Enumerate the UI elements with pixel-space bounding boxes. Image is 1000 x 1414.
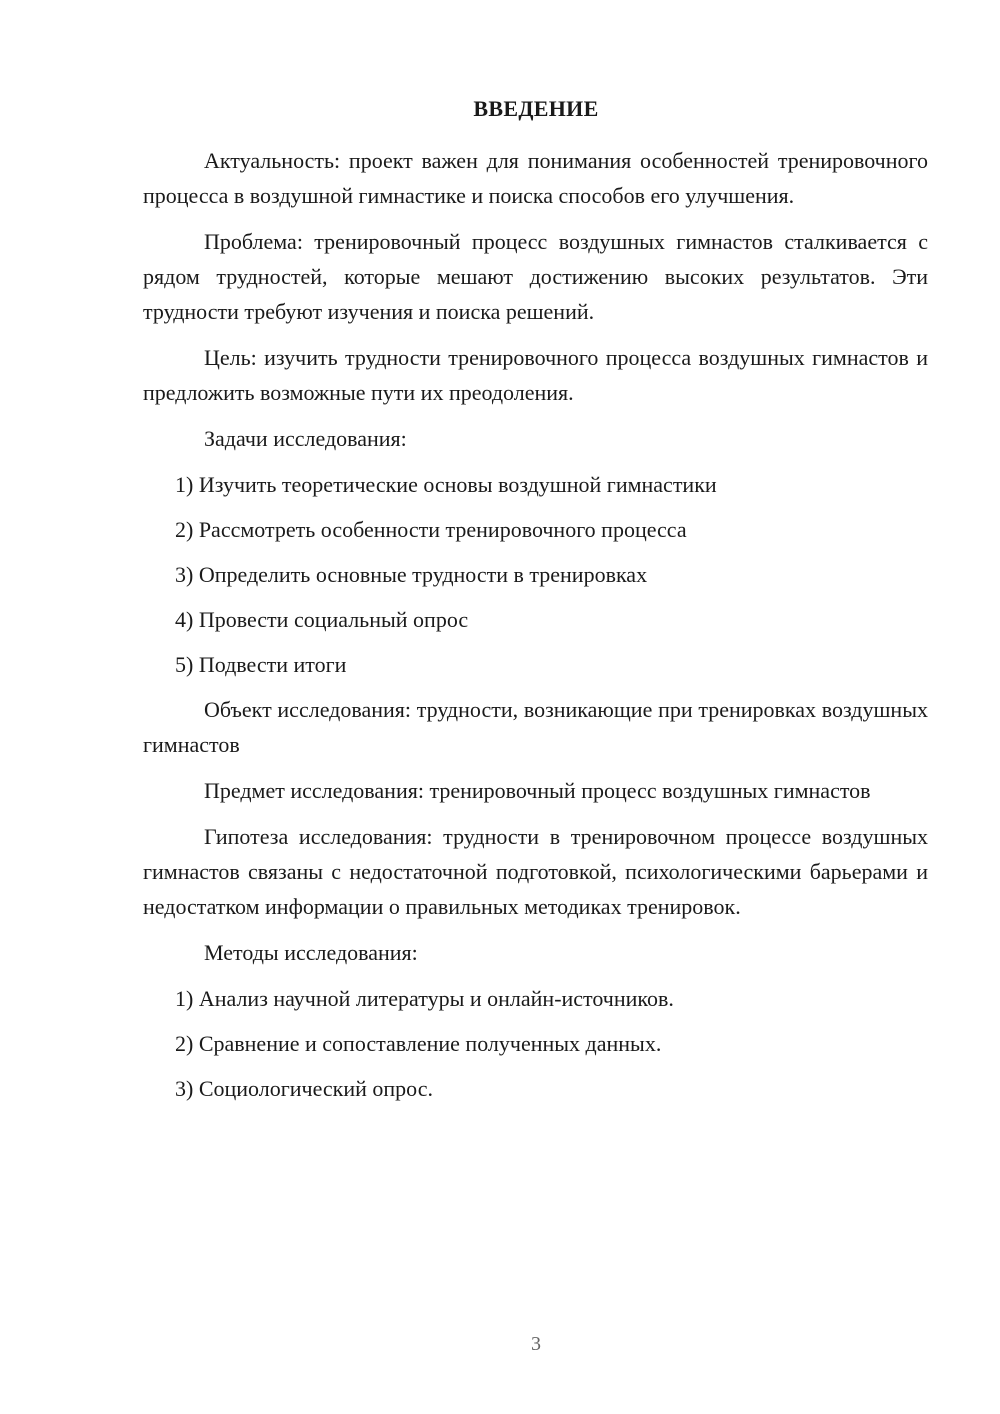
tasks-list xyxy=(143,467,928,682)
methods-heading: Методы исследования: xyxy=(204,940,418,965)
list-item: 5) Подвести итоги xyxy=(175,652,347,677)
subject-paragraph: Предмет исследования: тренировочный процесс воздушных гимнастов xyxy=(204,778,871,803)
list-item: 2) Рассмотреть особенности тренировочного процесса xyxy=(175,517,687,542)
tasks-heading: Задачи исследования: xyxy=(204,426,407,451)
relevance-paragraph: Актуальность: проект важен для понимания особенностей тренировочного процесса в воздушной гимнастике и поиска способов его улучшения. xyxy=(143,148,928,208)
methods-list xyxy=(143,981,928,1106)
list-item: 1) Изучить теоретические основы воздушной гимнастики xyxy=(175,472,717,497)
page-number: 3 xyxy=(531,1333,541,1355)
problem-paragraph: Проблема: тренировочный процесс воздушных гимнастов сталкивается с рядом трудностей, которые мешают достижению высоких результатов. Эти трудности требуют изучения и поиска решений. xyxy=(143,229,928,324)
list-item: 3) Социологический опрос. xyxy=(175,1076,433,1101)
hypothesis-paragraph: Гипотеза исследования: трудности в тренировочном процессе воздушных гимнастов связаны с недостаточной подготовкой, психологическими барьерами и недостатком информации о правильных методиках тренировок. xyxy=(143,824,928,919)
object-paragraph: Объект исследования: трудности, возникающие при тренировках воздушных гимнастов xyxy=(143,697,928,757)
list-item: 2) Сравнение и сопоставление полученных данных. xyxy=(175,1031,662,1056)
goal-paragraph: Цель: изучить трудности тренировочного процесса воздушных гимнастов и предложить возможные пути их преодоления. xyxy=(143,345,928,405)
document-body xyxy=(143,143,928,1116)
list-item: 4) Провести социальный опрос xyxy=(175,607,469,632)
list-item: 3) Определить основные трудности в тренировках xyxy=(175,562,648,587)
list-item: 1) Анализ научной литературы и онлайн-источников. xyxy=(175,986,674,1011)
page-title: ВВЕДЕНИЕ xyxy=(473,96,599,121)
